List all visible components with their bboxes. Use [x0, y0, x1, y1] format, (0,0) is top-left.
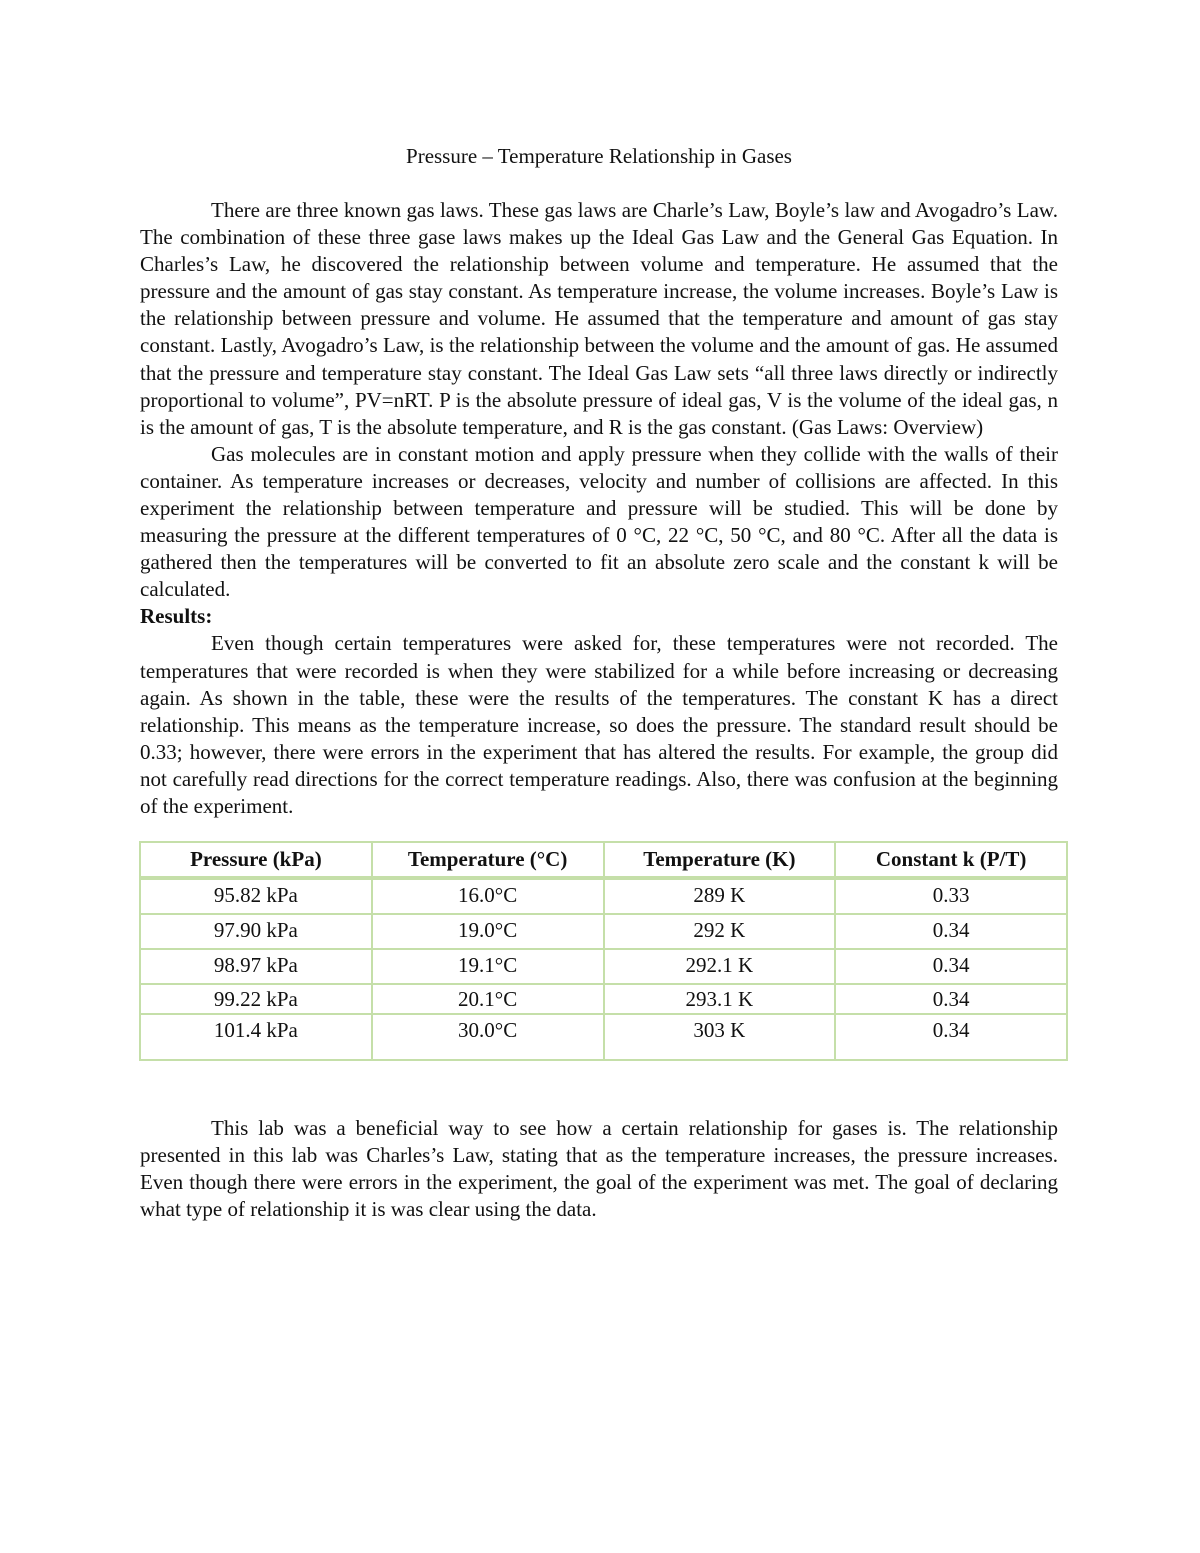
- table-row: [140, 984, 1067, 1014]
- table-cell-constant-k: 0.34: [835, 914, 1067, 949]
- document-title: Pressure – Temperature Relationship in Gases: [406, 144, 792, 168]
- conclusion-paragraph: This lab was a beneficial way to see how a certain relationship for gases is. The relationship presented in this lab was Charles’s Law, stating that as the temperature increases, the pressure increases. Even though there were errors in the experiment, the goal of the experiment was met. The goal of declaring what type of relationship it is was clear using the data.: [140, 1116, 1058, 1222]
- table-cell-temperature-k: 293.1 K: [604, 984, 836, 1014]
- table-cell-pressure: 98.97 kPa: [140, 949, 372, 984]
- table-header-row: [140, 842, 1067, 878]
- table-cell-constant-k: 0.34: [835, 1014, 1067, 1060]
- table-cell-temperature-c: 19.1°C: [372, 949, 604, 984]
- table-row: [140, 1014, 1067, 1060]
- intro-paragraph-1: There are three known gas laws. These gas laws are Charle’s Law, Boyle’s law and Avogadro’s Law. The combination of these three gase laws makes up the Ideal Gas Law and the General Gas Equation. In Charles’s Law, he discovered the relationship between volume and temperature. He assumed that the pressure and the amount of gas stay constant. As temperature increase, the volume increases. Boyle’s Law is the relationship between pressure and volume. He assumed that the temperature and amount of gas stay constant. Lastly, Avogadro’s Law, is the relationship between the volume and the amount of gas. He assumed that the pressure and temperature stay constant. The Ideal Gas Law sets “all three laws directly or indirectly proportional to volume”, PV=nRT. P is the absolute pressure of ideal gas, V is the volume of the ideal gas, n is the amount of gas, T is the absolute temperature, and R is the gas constant. (Gas Laws: Overview): [140, 198, 1058, 439]
- table-cell-constant-k: 0.34: [835, 949, 1067, 984]
- table-cell-temperature-c: 30.0°C: [372, 1014, 604, 1060]
- table-cell-pressure: 101.4 kPa: [140, 1014, 372, 1060]
- results-heading: Results:: [140, 604, 213, 629]
- table-cell-temperature-c: 16.0°C: [372, 878, 604, 914]
- results-table: [139, 841, 1068, 1061]
- table-cell-temperature-c: 19.0°C: [372, 914, 604, 949]
- table-cell-pressure: 95.82 kPa: [140, 878, 372, 914]
- table-cell-temperature-k: 292.1 K: [604, 949, 836, 984]
- table-cell-temperature-k: 292 K: [604, 914, 836, 949]
- table-row: [140, 878, 1067, 914]
- table-cell-temperature-k: 303 K: [604, 1014, 836, 1060]
- table-header-temperature-k: Temperature (K): [604, 842, 836, 878]
- table-cell-pressure: 99.22 kPa: [140, 984, 372, 1014]
- table-row: [140, 914, 1067, 949]
- table-cell-constant-k: 0.33: [835, 878, 1067, 914]
- table-cell-temperature-k: 289 K: [604, 878, 836, 914]
- table-row: [140, 949, 1067, 984]
- intro-paragraph-2: Gas molecules are in constant motion and apply pressure when they collide with the walls of their container. As temperature increases or decreases, velocity and number of collisions are affected. In this experiment the relationship between temperature and pressure will be studied. This will be done by measuring the pressure at the different temperatures of 0 °C, 22 °C, 50 °C, and 80 °C. After all the data is gathered then the temperatures will be converted to fit an absolute zero scale and the constant k will be calculated.: [140, 441, 1058, 602]
- results-paragraph: Even though certain temperatures were asked for, these temperatures were not recorded. The temperatures that were recorded is when they were stabilized for a while before increasing or decreasing again. As shown in the table, these were the results of the temperatures. The constant K has a direct relationship. This means as the temperature increase, so does the pressure. The standard result should be 0.33; however, there were errors in the experiment that has altered the results. For example, the group did not carefully read directions for the correct temperature readings. Also, there was confusion at the beginning of the experiment.: [140, 631, 1058, 818]
- table-cell-constant-k: 0.34: [835, 984, 1067, 1014]
- document-page: [140, 140, 1058, 1223]
- table-cell-temperature-c: 20.1°C: [372, 984, 604, 1014]
- table-cell-pressure: 97.90 kPa: [140, 914, 372, 949]
- table-header-constant-k: Constant k (P/T): [835, 842, 1067, 878]
- table-header-temperature-c: Temperature (°C): [372, 842, 604, 878]
- table-header-pressure: Pressure (kPa): [140, 842, 372, 878]
